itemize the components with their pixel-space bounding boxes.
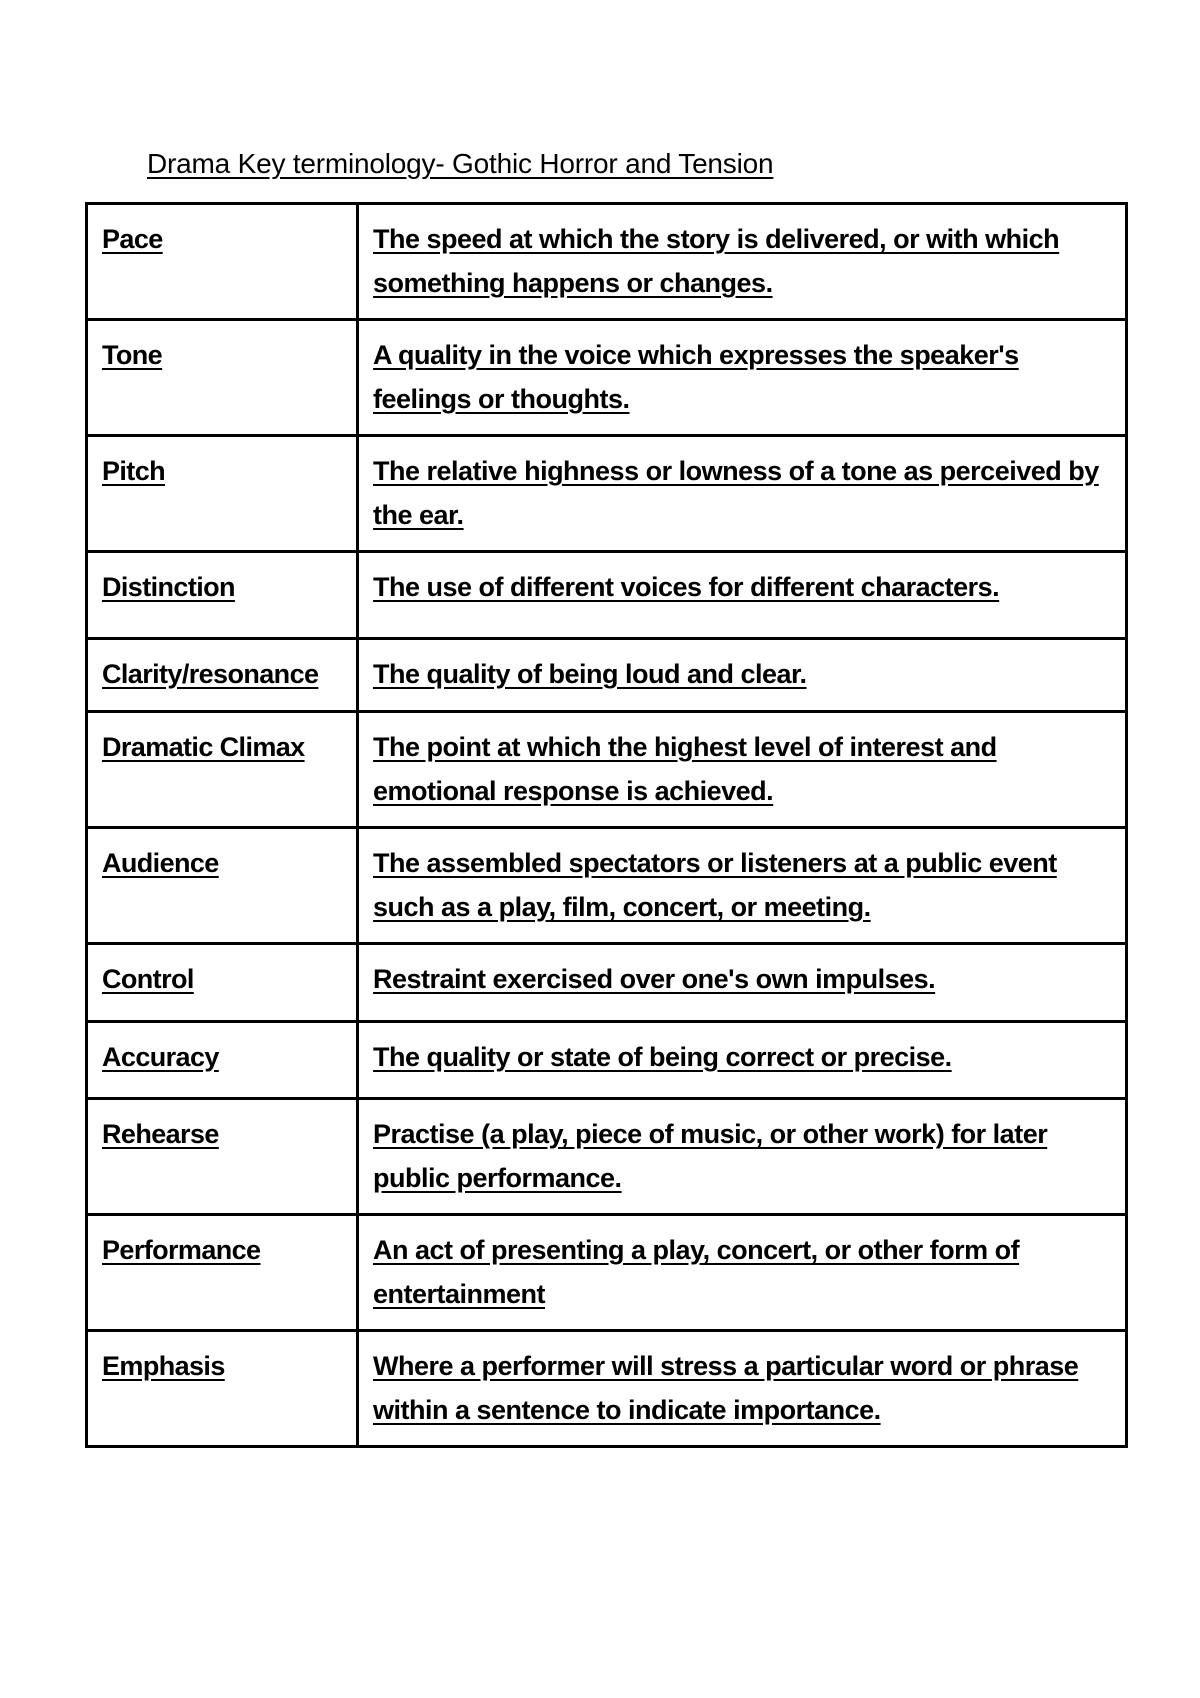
term-cell: Audience — [87, 828, 358, 944]
table-row — [87, 436, 1127, 552]
table-row — [87, 320, 1127, 436]
definition-cell: The quality of being loud and clear. — [358, 639, 1127, 712]
term-cell: Pace — [87, 204, 358, 320]
term-cell: Tone — [87, 320, 358, 436]
definition-cell: The use of different voices for different characters. — [358, 552, 1127, 639]
term-cell: Pitch — [87, 436, 358, 552]
table-row — [87, 1331, 1127, 1447]
table-row — [87, 552, 1127, 639]
table-row — [87, 712, 1127, 828]
definition-cell: The quality or state of being correct or precise. — [358, 1022, 1127, 1099]
document-title: Drama Key terminology- Gothic Horror and Tension — [147, 148, 774, 179]
definition-cell: A quality in the voice which expresses the speaker's feelings or thoughts. — [358, 320, 1127, 436]
table-row — [87, 944, 1127, 1022]
term-cell: Performance — [87, 1215, 358, 1331]
table-row — [87, 639, 1127, 712]
table-row — [87, 1099, 1127, 1215]
definition-cell: The speed at which the story is delivered, or with which something happens or changes. — [358, 204, 1127, 320]
terminology-table — [85, 202, 1128, 1448]
table-row — [87, 204, 1127, 320]
definition-cell: An act of presenting a play, concert, or other form of entertainment — [358, 1215, 1127, 1331]
table-row — [87, 1022, 1127, 1099]
term-cell: Dramatic Climax — [87, 712, 358, 828]
definition-cell: Where a performer will stress a particular word or phrase within a sentence to indicate importance. — [358, 1331, 1127, 1447]
definition-cell: The point at which the highest level of interest and emotional response is achieved. — [358, 712, 1127, 828]
definition-cell: Practise (a play, piece of music, or other work) for later public performance. — [358, 1099, 1127, 1215]
definition-cell: The relative highness or lowness of a tone as perceived by the ear. — [358, 436, 1127, 552]
definition-cell: The assembled spectators or listeners at a public event such as a play, film, concert, or meeting. — [358, 828, 1127, 944]
term-cell: Emphasis — [87, 1331, 358, 1447]
table-row — [87, 1215, 1127, 1331]
term-cell: Distinction — [87, 552, 358, 639]
term-cell: Rehearse — [87, 1099, 358, 1215]
term-cell: Clarity/resonance — [87, 639, 358, 712]
definition-cell: Restraint exercised over one's own impulses. — [358, 944, 1127, 1022]
term-cell: Control — [87, 944, 358, 1022]
term-cell: Accuracy — [87, 1022, 358, 1099]
table-row — [87, 828, 1127, 944]
